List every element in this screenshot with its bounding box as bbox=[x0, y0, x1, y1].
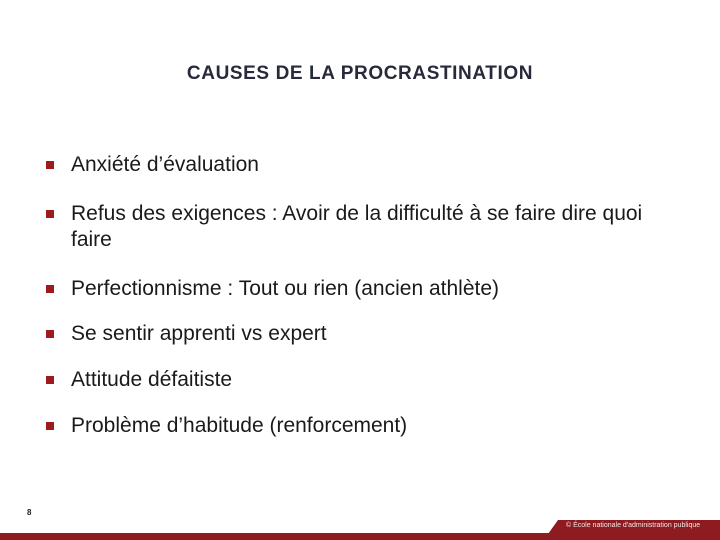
footer-bar bbox=[0, 533, 720, 540]
square-bullet-icon bbox=[46, 161, 54, 169]
bullet-text: Attitude défaitiste bbox=[71, 368, 233, 391]
square-bullet-icon bbox=[46, 285, 54, 293]
page-number: 8 bbox=[27, 508, 32, 517]
square-bullet-icon bbox=[46, 376, 54, 384]
bullet-text: Se sentir apprenti vs expert bbox=[71, 322, 327, 345]
slide-title: CAUSES DE LA PROCRASTINATION bbox=[186, 63, 534, 84]
square-bullet-icon bbox=[46, 330, 54, 338]
footer-copyright: © École nationale d'administration publique bbox=[566, 522, 701, 529]
bullet-text: Refus des exigences : Avoir de la difficulté à se faire dire quoi faire bbox=[71, 202, 643, 251]
square-bullet-icon bbox=[46, 422, 54, 430]
bullet-text: Problème d’habitude (renforcement) bbox=[71, 414, 408, 437]
bullet-text: Anxiété d’évaluation bbox=[71, 153, 259, 176]
square-bullet-icon bbox=[46, 210, 54, 218]
bullet-text: Perfectionnisme : Tout ou rien (ancien athlète) bbox=[71, 277, 500, 300]
